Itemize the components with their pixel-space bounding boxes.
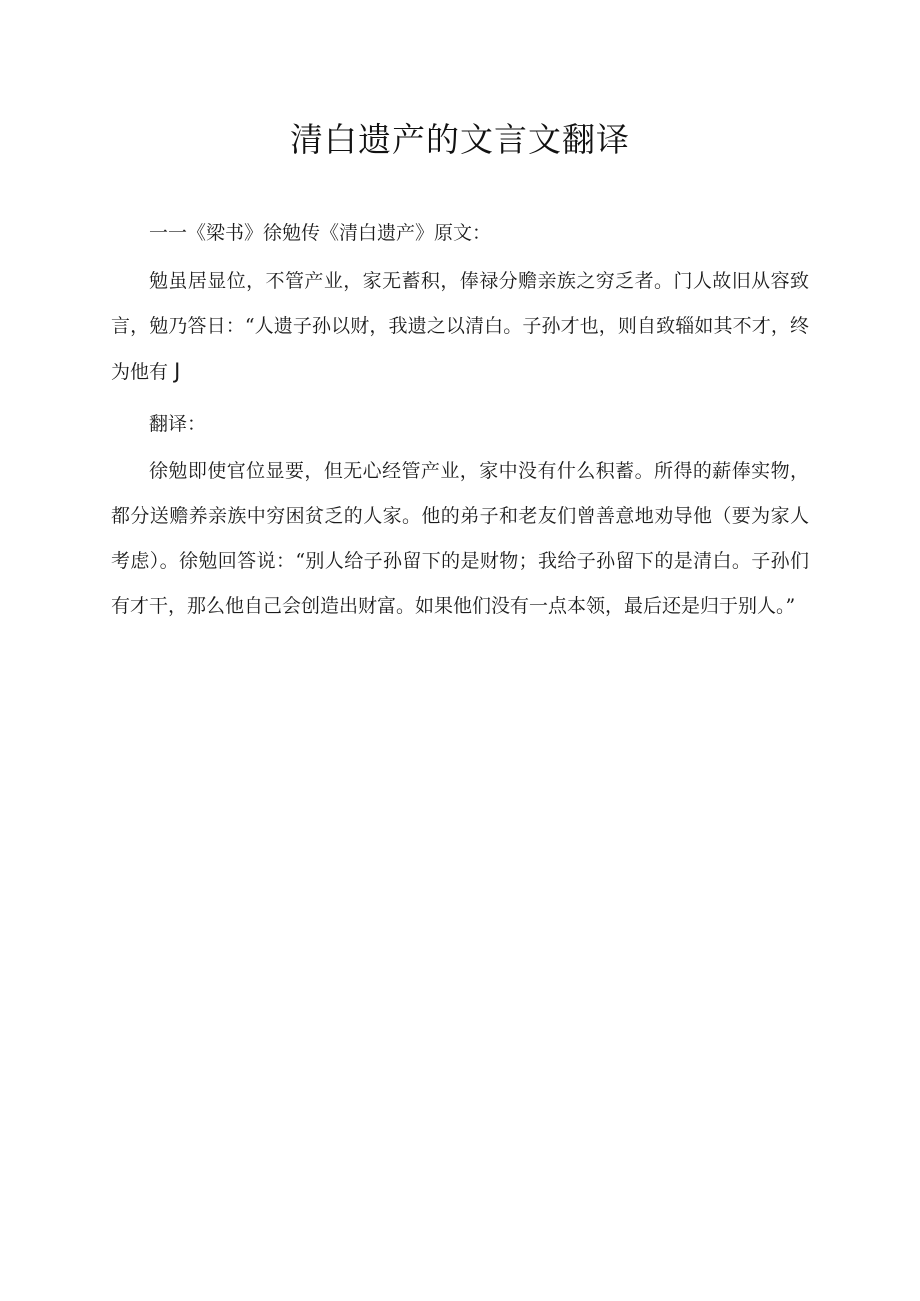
original-text-paragraph [111,259,809,395]
original-text-tail: J [174,359,181,383]
translation-paragraph: 徐勉即使官位显要，但无心经管产业，家中没有什么积蓄。所得的薪俸实物，都分送赡养亲族中穷困贫乏的人家。他的弟子和老友们曾善意地劝导他（要为家人考虑）。徐勉回答说：“别人给子孙留下的是财物；我给子孙留下的是清白。子孙们有才干，那么他自己会创造出财富。如果他们没有一点本领，最后还是归于别人。” [111,460,809,617]
translation-heading: 翻译： [149,413,207,435]
source-heading: 一一《梁书》徐勉传《清白遗产》原文： [149,222,492,244]
original-text-main: 勉虽居显位，不管产业，家无蓄积，俸禄分赡亲族之穷乏者。门人故旧从容致言，勉乃答日：“人遗子孙以财，我遗之以清白。子孙才也，则自致辎如其不才，终为他有 [111,270,809,383]
document-title: 清白遗产的文言文翻译 [290,120,630,159]
